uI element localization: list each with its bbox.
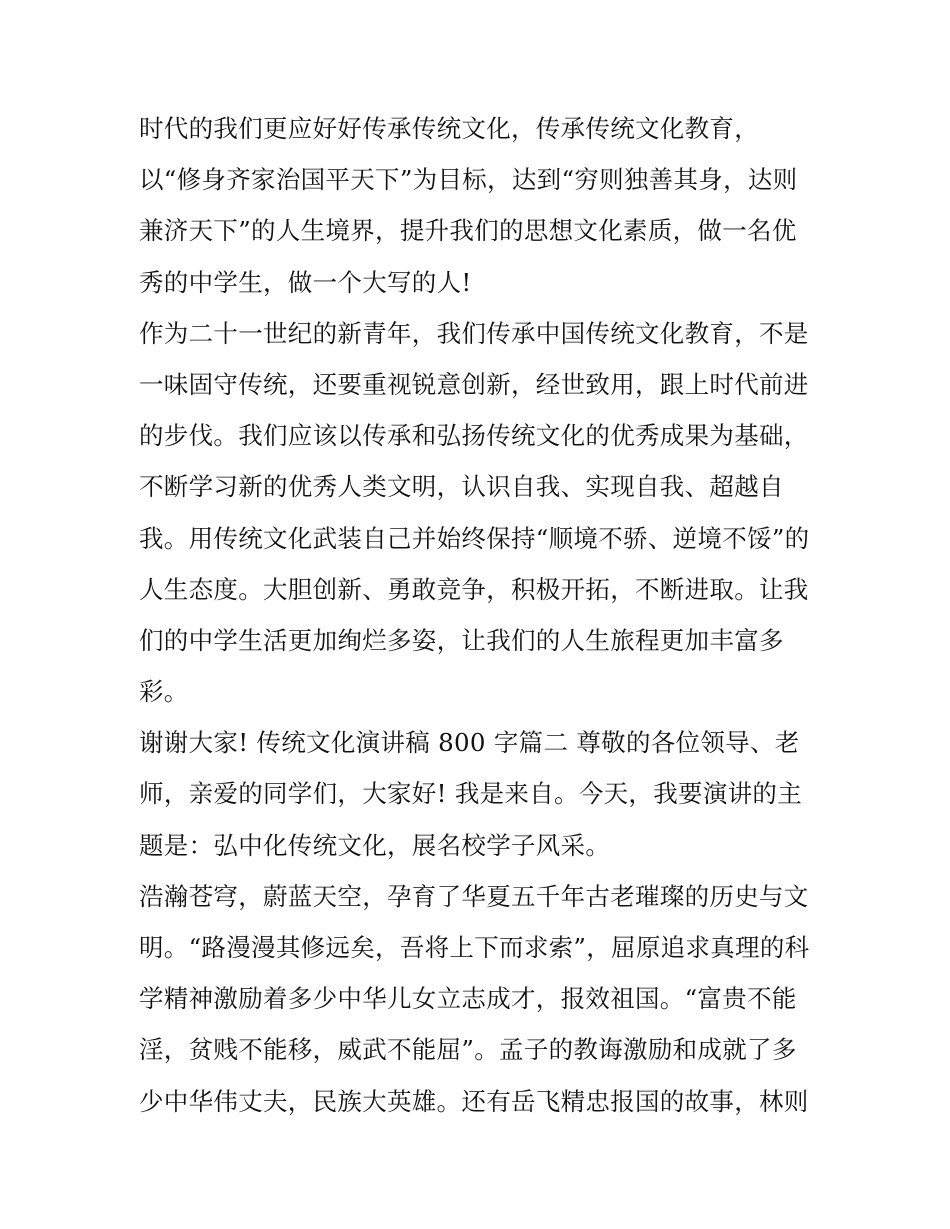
text-line: 兼济天下”的人生境界，提升我们的思想文化素质，做一名优 bbox=[139, 216, 797, 246]
text-line: 秀的中学生，做一个大写的人! bbox=[139, 267, 472, 297]
text-line: 以“修身齐家治国平天下”为目标，达到“穷则独善其身，达则 bbox=[139, 165, 798, 195]
text-line: 我。用传统文化武装自己并始终保持“顺境不骄、逆境不馁”的 bbox=[139, 523, 810, 553]
text-line: 明。“路漫漫其修远矣，吾将上下而求索”，屈原追求真理的科 bbox=[139, 933, 810, 962]
text-line: 浩瀚苍穹，蔚蓝天空，孕育了华夏五千年古老璀璨的历史与文 bbox=[139, 881, 809, 911]
text-line: 一味固守传统，还要重视锐意创新，经世致用，跟上时代前进 bbox=[139, 369, 809, 399]
text-line: 学精神激励着多少中华儿女立志成才，报效祖国。“富贵不能 bbox=[139, 984, 797, 1014]
text-line: 师，亲爱的同学们，大家好! 我是来自。今天，我要演讲的主 bbox=[139, 779, 803, 809]
text-line: 淫，贫贱不能移，威武不能屈”。孟子的教诲激励和成就了多 bbox=[139, 1035, 797, 1065]
text-line: 题是：弘中化传统文化，展名校学子风采。 bbox=[139, 830, 611, 860]
text-line: 谢谢大家! 传统文化演讲稿 800 字篇二 尊敬的各位领导、老 bbox=[139, 728, 800, 758]
text-line: 少中华伟丈夫，民族大英雄。还有岳飞精忠报国的故事，林则 bbox=[139, 1086, 809, 1116]
text-line: 人生态度。大胆创新、勇敢竞争，积极开拓，不断进取。让我 bbox=[139, 574, 809, 604]
document-body bbox=[139, 107, 839, 1131]
text-line: 作为二十一世纪的新青年，我们传承中国传统文化教育，不是 bbox=[139, 318, 809, 348]
text-line: 彩。 bbox=[139, 677, 189, 707]
text-line: 不断学习新的优秀人类文明，认识自我、实现自我、超越自 bbox=[139, 472, 784, 502]
text-line: 时代的我们更应好好传承传统文化，传承传统文化教育， bbox=[139, 114, 759, 143]
text-line: 们的中学生活更加绚烂多姿，让我们的人生旅程更加丰富多 bbox=[139, 625, 784, 655]
text-line: 的步伐。我们应该以传承和弘扬传统文化的优秀成果为基础， bbox=[139, 421, 809, 451]
